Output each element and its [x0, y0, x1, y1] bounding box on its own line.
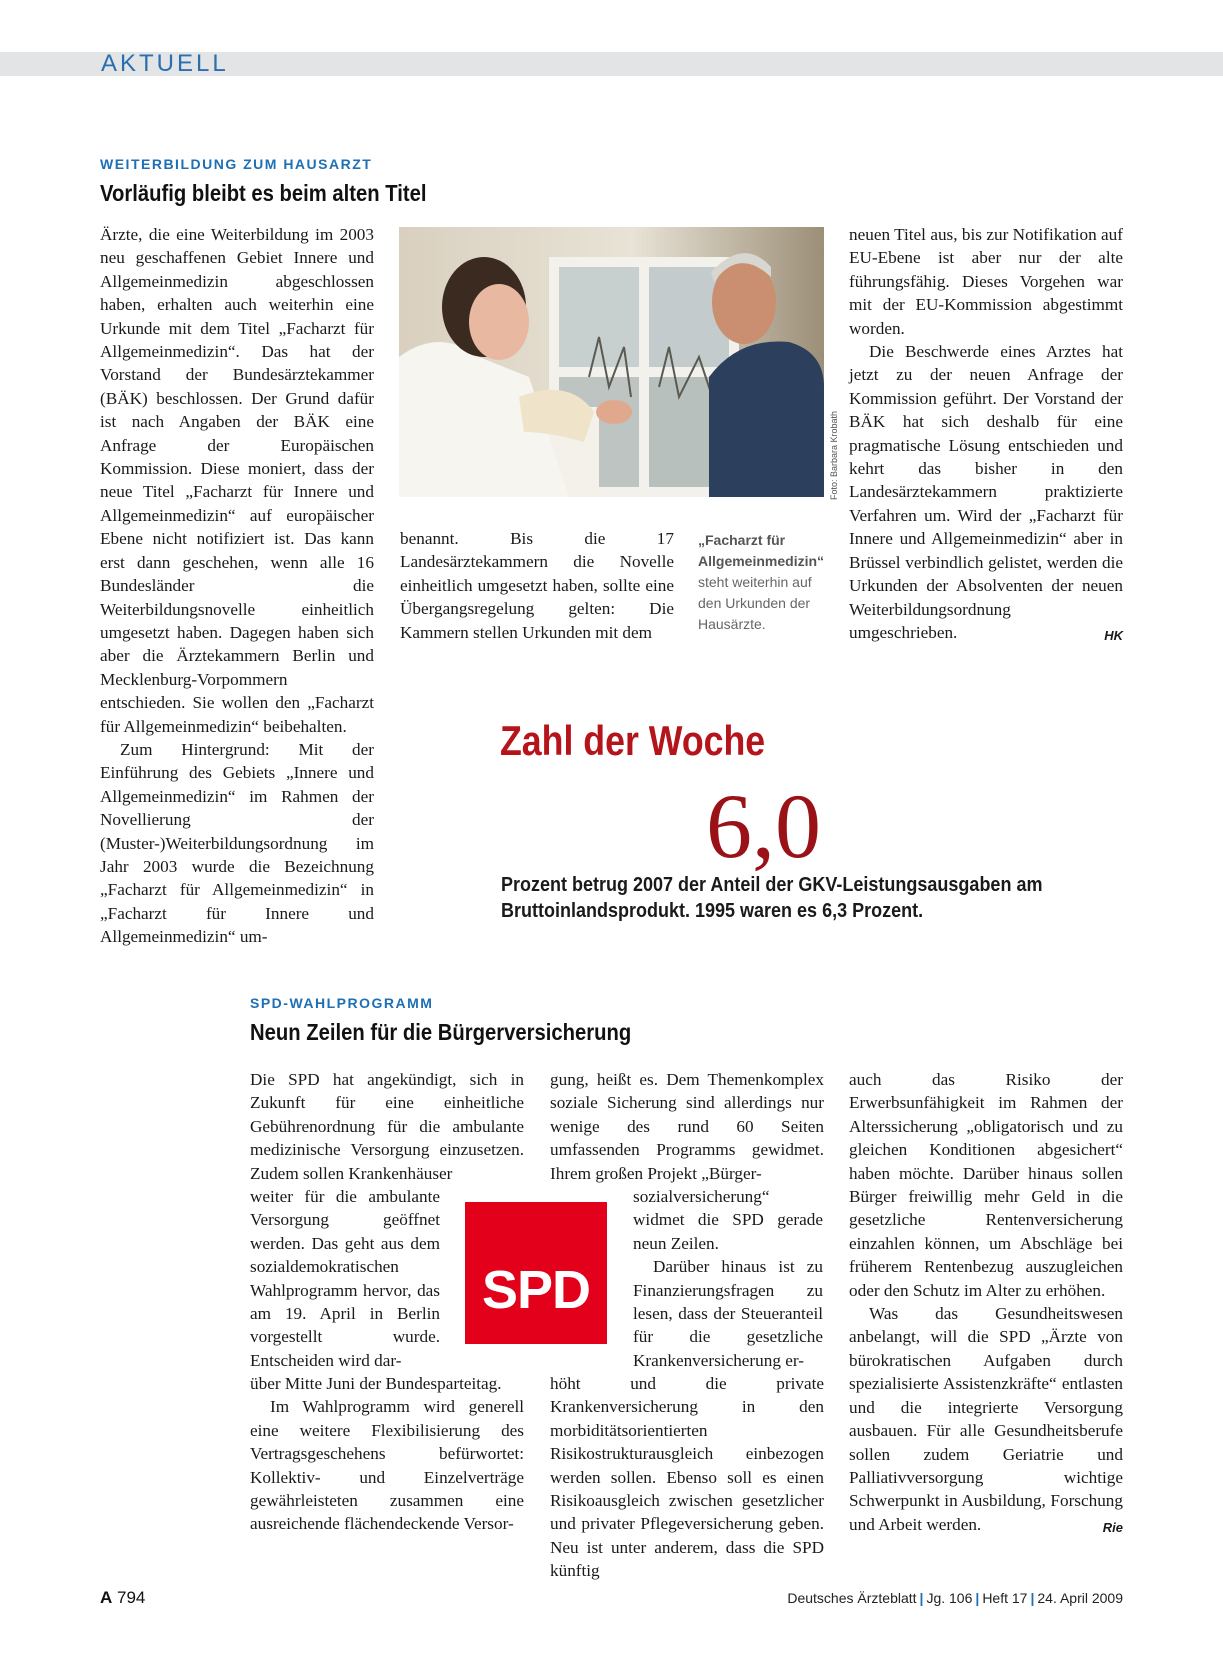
- article2-author: Rie: [1102, 1519, 1123, 1535]
- article1-kicker: WEITERBILDUNG ZUM HAUSARZT: [100, 156, 373, 172]
- footer-journal: Deutsches Ärzteblatt: [787, 1590, 917, 1606]
- article2-column-1-wrap: [250, 1185, 440, 1372]
- photo-caption-text: steht weiterhin auf den Urkunden der Hausärzte.: [698, 574, 812, 632]
- article2-col1-paragraph: Im Wahlprogramm wird generell eine weitere Flexibilisierung des Vertragsgeschehens befürwortet: Kollektiv- und Einzelverträge gewährleisteten zusammen eine ausreichende flächendeckende Versor-: [250, 1397, 524, 1534]
- article2-col2-paragraph: sozialversicherung“ widmet die SPD gerade neun Zeilen.: [633, 1187, 823, 1253]
- article2-column-3: [849, 1068, 1123, 1539]
- article1-col3-paragraph: neuen Titel aus, bis zur Notifikation auf EU-Ebene ist aber nur der alte führungsfähig. Dieses Vorgehen war mit der EU-Kommission abgestimmt worden.: [849, 225, 1123, 338]
- article1-col3-paragraph-text: Die Beschwerde eines Arztes hat jetzt zu der neuen Anfrage der Kommission geführt. Der Vorstand der BÄK hat sich deshalb für eine pragmatische Lösung entschieden und kehrt das bisher in den Landesärztekammern praktizierte Verfahren um. Wird der „Facharzt für Innere und Allgemeinmedizin“ aber in Brüssel verbindlich gelistet, werden die Urkunden der Absolventen der neuen Weiterbildungsordnung umgeschrieben.: [849, 342, 1123, 642]
- footer-separator: |: [975, 1590, 980, 1606]
- article2-col3-paragraph: auch das Risiko der Erwerbsunfähigkeit im Rahmen der Alterssicherung „obligatorisch und zu gleichen Konditionen abgesichert“ haben möchte. Darüber hinaus sollen Bürger freiwillig mehr Geld in die gesetzliche Rentenversicherung einzahlen können, um Abschläge bei früherem Rentenbezug auszugleichen oder den Schutz im Alter zu erhöhen.: [849, 1070, 1123, 1300]
- article-photo: [399, 227, 824, 497]
- article2-col2-paragraph: gung, heißt es. Dem Themenkomplex soziale Sicherung sind allerdings nur wenige des rund 60 Seiten umfassenden Programms gewidmet. Ihrem großen Projekt „Bürger-: [550, 1070, 824, 1183]
- photo-credit-text: Foto: Barbara Krobath: [829, 410, 839, 500]
- page-number-value: 794: [117, 1588, 146, 1607]
- footer-issue: Heft 17: [982, 1590, 1028, 1606]
- article2-col1-paragraph: über Mitte Juni der Bundesparteitag.: [250, 1374, 502, 1393]
- article2-column-1-bottom: [250, 1372, 524, 1536]
- footer-date: 24. April 2009: [1037, 1590, 1123, 1606]
- spd-logo: [465, 1202, 607, 1344]
- doctors-photo-illustration: [399, 227, 824, 497]
- article1-col1-paragraph: Zum Hintergrund: Mit der Einführung des Gebiets „Innere und Allgemeinmedizin“ im Rahmen der Novellierung der (Muster-)Weiterbildungsordnung im Jahr 2003 wurde die Bezeichnung „Facharzt für Allgemeinmedizin“ in „Facharzt für Innere und Allgemeinmedizin“ um-: [100, 739, 374, 947]
- article1-column-2: [400, 527, 674, 644]
- article2-col1-paragraph: weiter für die ambulante Versorgung geöffnet werden. Das geht aus dem sozialdemokratischen Wahlprogramm hervor, das am 19. April in Berlin vorgestellt wurde. Entscheiden wird dar-: [250, 1187, 440, 1370]
- photo-credit: [829, 410, 841, 500]
- page-number: [100, 1587, 145, 1609]
- article2-col2-paragraph: höht und die private Krankenversicherung in den morbiditätsorientierten Risikostrukturausgleich einbezogen werden sollen. Ebenso soll es einen Risikoausgleich zwischen gesetzlicher und privater Pflegeversicherung geben. Neu ist unter anderem, dass die SPD künftig: [550, 1374, 824, 1581]
- footer-citation: [787, 1588, 1123, 1608]
- spd-logo-text: SPD: [481, 1260, 591, 1320]
- article1-column-3: [849, 223, 1123, 647]
- section-label: AKTUELL: [101, 50, 229, 77]
- article1-author: HK: [1104, 627, 1123, 643]
- article2-column-2-bottom: [550, 1372, 824, 1583]
- article2-column-1-top: [250, 1068, 524, 1185]
- photo-caption-bold: „Facharzt für Allgemeinmedizin“: [698, 532, 825, 569]
- article1-column-1: [100, 223, 374, 949]
- footer-separator: |: [919, 1590, 924, 1606]
- article1-col2-paragraph: benannt. Bis die 17 Landesärztekammern die Novelle einheitlich umgesetzt haben, sollte eine Übergangsregelung gelten: Die Kammern stellen Urkunden mit dem: [400, 529, 674, 642]
- zahl-der-woche-title: Zahl der Woche: [500, 717, 766, 764]
- article1-headline: Vorläufig bleibt es beim alten Titel: [100, 180, 427, 206]
- article2-col2-paragraph: Darüber hinaus ist zu Finanzierungsfragen zu lesen, dass der Steueranteil für die gesetzliche Krankenversicherung er-: [633, 1257, 823, 1370]
- article1-col1-paragraph: Ärzte, die eine Weiterbildung im 2003 neu geschaffenen Gebiet Innere und Allgemeinmedizin abgeschlossen haben, erhalten auch weiterhin eine Urkunde mit dem Titel „Facharzt für Allgemeinmedizin“. Das hat der Vorstand der Bundesärztekammer (BÄK) beschlossen. Der Grund dafür ist nach Angaben der BÄK eine Anfrage der Europäischen Kommission. Diese moniert, dass der neue Titel „Facharzt für Innere und Allgemeinmedizin“ auf europäischer Ebene nicht notifiziert ist. Das kann erst dann geschehen, wenn alle 16 Bundesländer die Weiterbildungsnovelle einheitlich umgesetzt haben. Dagegen haben sich aber die Ärztekammern Berlin und Mecklenburg-Vorpommern entschieden. Sie wollen den „Facharzt für Allgemeinmedizin“ beibehalten.: [100, 225, 374, 736]
- article2-headline: Neun Zeilen für die Bürgerversicherung: [250, 1019, 632, 1045]
- zahl-der-woche-text: Prozent betrug 2007 der Anteil der GKV-Leistungsausgaben am Bruttoinlandsprodukt. 1995 waren es 6,3 Prozent.: [501, 874, 1043, 922]
- article2-col3-paragraph: [849, 1302, 1123, 1536]
- footer-separator: |: [1030, 1590, 1035, 1606]
- photo-caption: [698, 530, 826, 635]
- article2-col3-paragraph-text: Was das Gesundheitswesen anbelangt, will die SPD „Ärzte von bürokratischen Aufgaben durch spezialisierte Assistenzkräfte“ entlasten und die integrierte Versorgung ausbauen. Für alle Gesundheitsberufe sollen zudem Geriatrie und Palliativversorgung wichtige Schwerpunkt in Ausbildung, Forschung und Arbeit werden.: [849, 1304, 1123, 1534]
- page-prefix: A: [100, 1588, 113, 1607]
- zahl-der-woche-number: 6,0: [706, 775, 821, 877]
- article1-col3-paragraph: [849, 340, 1123, 644]
- article2-column-2-wrap: [633, 1185, 823, 1372]
- article2-col1-paragraph: Die SPD hat angekündigt, sich in Zukunft für eine einheitliche Gebührenordnung für die ambulante medizinische Versorgung einzusetzen. Zudem sollen Krankenhäuser: [250, 1070, 524, 1183]
- article2-kicker: SPD-WAHLPROGRAMM: [250, 995, 434, 1011]
- footer-volume: Jg. 106: [926, 1590, 973, 1606]
- article2-column-2-top: [550, 1068, 824, 1185]
